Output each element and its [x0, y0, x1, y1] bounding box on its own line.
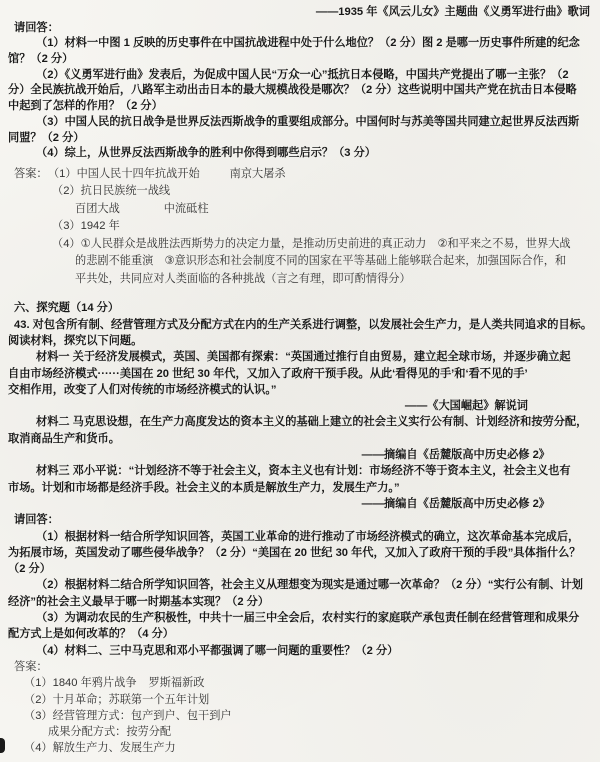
material-line: 材料二 马克思设想，在生产力高度发达的资本主义的基础上建立的社会主义实行公有制、计划经济和按劳分配，	[36, 416, 588, 429]
question-43-answers	[0, 659, 600, 757]
question-line: 中起到了怎样的作用？（2 分）	[8, 100, 163, 113]
material-line: 自由市场经济模式······美国在 20 世纪 30 年代，又加入了政府干预手段。从此‘看得见的手’和‘看不见的手’	[8, 367, 528, 380]
question-line: （4）综上，从世界反法西斯战争的胜利中你得到哪些启示？（3 分）	[36, 147, 376, 160]
scan-artifact-mark	[0, 738, 5, 753]
answer-item: 中流砥柱	[163, 202, 209, 215]
question-line: （1）材料一中图 1 反映的历史事件在中国抗战进程中处于什么地位？（2 分）图 2 是哪一历史事件所建的纪念	[36, 37, 580, 50]
material-source: ——摘编自《岳麓版高中历史必修 2》	[361, 449, 550, 462]
material-line: 取消商品生产和货币。	[8, 432, 120, 445]
question-line: （2 分）	[8, 563, 51, 576]
question-line: 为拓展市场，英国发动了哪些侵华战争？（2 分）“美国在 20 世纪 30 年代，又加入了政府干预的手段”具体指什么？	[8, 546, 581, 559]
material-source: ——《大国崛起》解说词	[404, 400, 528, 413]
material-line: 交相作用，改变了人们对传统的市场经济模式的认识。”	[8, 383, 277, 396]
answer-line: 平共处，共同应对人类面临的各种挑战（言之有理，即可酌情得分）	[75, 272, 411, 285]
question-42-answers	[0, 166, 600, 289]
question-line: （1）根据材料一结合所学知识回答，英国工业革命的进行推动了市场经济模式的确立，这次革命基本完成后，	[36, 530, 580, 543]
answer-line: （3）1942 年	[52, 220, 120, 233]
question-intro-line: 43. 对包含所有制、经营管理方式及分配方式在内的生产关系进行调整，以发展社会生产力，是人类共同追求的目标。	[14, 318, 593, 331]
section-6-block	[0, 300, 600, 756]
source-attribution-line: ——1935 年《风云儿女》主题曲《义勇军进行曲》歌词	[315, 6, 590, 18]
material-line: 材料三 邓小平说：“计划经济不等于社会主义，资本主义也有计划：市场经济不等于资本主义，社会主义也有	[36, 465, 571, 478]
question-line: 配方式上是如何改革的？（4 分）	[8, 628, 174, 641]
section-heading: 六、探究题（14 分）	[14, 302, 120, 315]
material-source: ——摘编自《岳麓版高中历史必修 2》	[361, 497, 550, 510]
prompt-line: 请回答：	[14, 514, 59, 527]
answer-line: （4）解放生产力、发展生产力	[24, 742, 176, 755]
question-line: （4）材料二、三中马克思和邓小平都强调了哪一问题的重要性？（2 分）	[36, 644, 399, 657]
answer-item: 南京大屠杀	[229, 167, 286, 180]
answers-label: 答案：	[14, 660, 48, 673]
question-line: 分）全民族抗战开始后，八路军主动出击日本的最大规模战役是哪次？（2 分）这些说明中国共产党在抗击日本侵略	[8, 84, 577, 97]
material-line: 材料一 关于经济发展模式，英国、美国都有探索：“英国通过推行自由贸易，建立起全球市场，并逐步确立起	[36, 351, 571, 364]
question-line: 经济”的社会主义最早于哪一时期基本实现？（2 分）	[8, 595, 270, 608]
question-line: （3）为调动农民的生产积极性，中共十一届三中全会后，农村实行的家庭联产承包责任制在经营管理和成果分	[36, 612, 580, 625]
answer-line	[0, 201, 600, 219]
answer-item: 百团大战	[75, 202, 120, 215]
question-42-block	[0, 5, 600, 288]
prompt-line: 请回答：	[14, 21, 59, 34]
answer-line: （4）①人民群众是战胜法西斯势力的决定力量，是推动历史前进的真正动力 ②和平来之不易，世界大战	[52, 237, 571, 250]
question-line: （2）《义勇军进行曲》发表后，为促成中国人民“万众一心”抵抗日本侵略，中国共产党提出了哪一主张？（2	[36, 68, 569, 81]
answer-line	[0, 675, 600, 691]
answer-item: （1）中国人民十四年抗战开始	[53, 167, 200, 180]
answer-line: 成果分配方式：按劳分配	[48, 726, 172, 739]
question-intro-line: 阅读材料，探究以下问题。	[8, 334, 143, 347]
answer-item: （1）1840 年鸦片战争	[24, 677, 137, 690]
answer-line: （3）经营管理方式：包产到户、包干到户	[24, 709, 232, 722]
material-line: 市场。计划和市场都是经济手段。社会主义的本质是解放生产力，发展生产力。”	[8, 481, 400, 494]
question-line: 同盟？（2 分）	[8, 131, 85, 144]
answer-item: 罗斯福新政	[148, 677, 205, 690]
answers-label: 答案：	[14, 167, 48, 180]
answer-line: （2）十月革命；苏联第一个五年计划	[24, 693, 210, 706]
question-line: （2）根据材料二结合所学知识回答，社会主义从理想变为现实是通过哪一次革命？（2 分）“实行公有制、计划	[36, 579, 583, 592]
question-line: 馆？（2 分）	[8, 53, 74, 66]
answer-line: （2）抗日民族统一战线	[52, 185, 171, 198]
question-line: （3）中国人民的抗日战争是世界反法西斯战争的重要组成部分。中国何时与苏美等国共同建立起世界反法西斯	[36, 115, 580, 128]
answer-line: 的悲剧不能重演 ③意识形态和社会制度不同的国家在平等基础上能够联合起来，加强国际合作，和	[75, 255, 567, 268]
answer-line	[0, 166, 600, 184]
